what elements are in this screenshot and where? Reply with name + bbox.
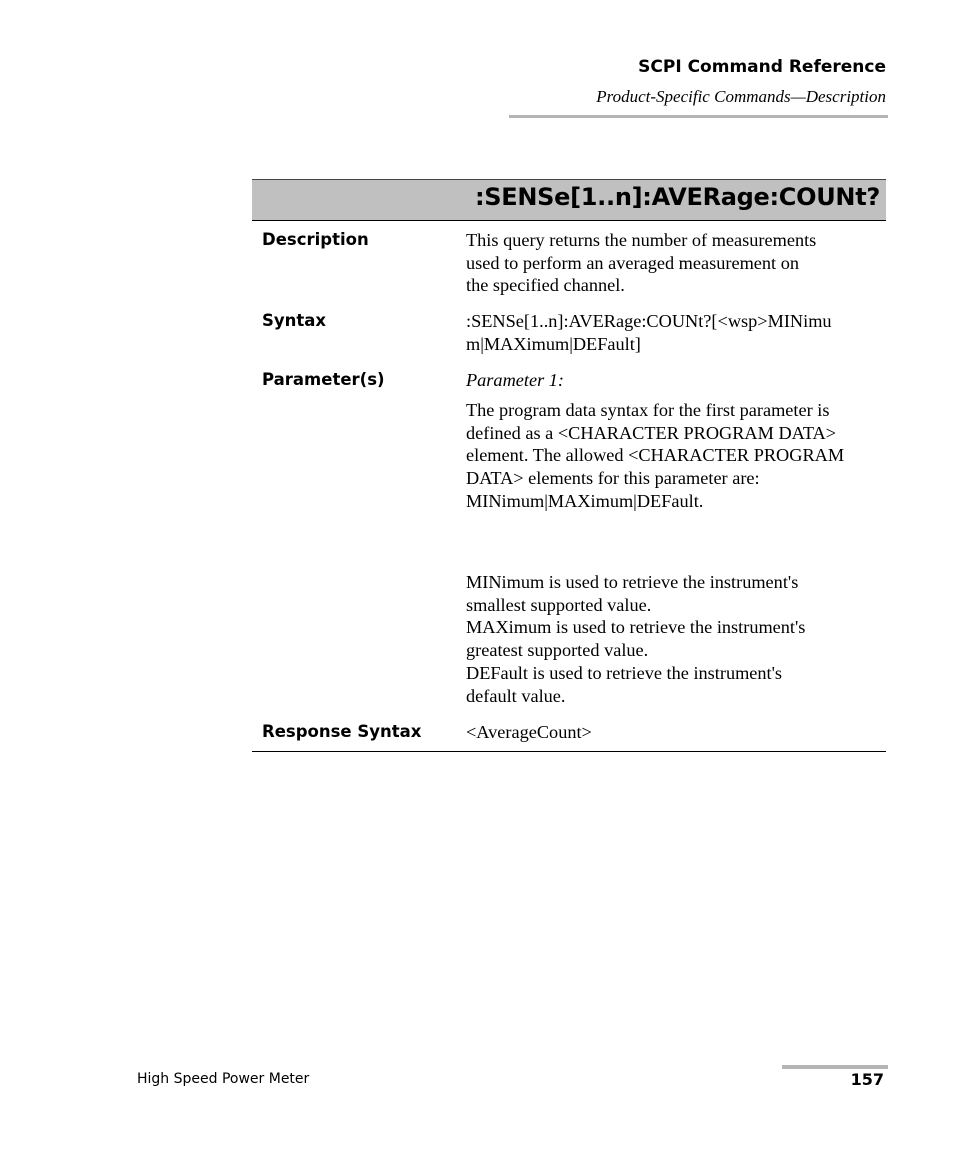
parameter-line: greatest supported value. xyxy=(466,640,649,661)
command-title: :SENSe[1..n]:AVERage:COUNt? xyxy=(474,183,880,211)
description-line: the specified channel. xyxy=(466,275,625,296)
syntax-line: m|MAXimum|DEFault] xyxy=(466,333,641,354)
parameter-line: smallest supported value. xyxy=(466,594,652,615)
parameters-heading-block xyxy=(466,369,886,392)
description-line: This query returns the number of measurements xyxy=(466,230,817,250)
command-title-bar xyxy=(252,179,886,221)
syntax-label: Syntax xyxy=(262,311,327,330)
header-rule xyxy=(509,115,888,118)
table-bottom-rule xyxy=(252,751,886,752)
footer-rule xyxy=(782,1065,888,1069)
parameter-line: default value. xyxy=(466,685,566,706)
response-syntax-label: Response Syntax xyxy=(262,722,422,741)
header-title: SCPI Command Reference xyxy=(638,57,886,77)
parameter-heading: Parameter 1: xyxy=(466,370,564,390)
page-number: 157 xyxy=(850,1070,884,1089)
parameter-line: DEFault is used to retrieve the instrument's xyxy=(466,662,783,683)
parameter-line: MAXimum is used to retrieve the instrument's xyxy=(466,617,806,638)
syntax-line: :SENSe[1..n]:AVERage:COUNt?[<wsp>MINimu xyxy=(466,311,832,331)
parameters-paragraph-2 xyxy=(466,571,886,707)
parameter-line: MINimum|MAXimum|DEFault. xyxy=(466,490,704,511)
parameter-line: defined as a <CHARACTER PROGRAM DATA> xyxy=(466,422,837,443)
response-syntax-value: <AverageCount> xyxy=(466,722,592,742)
syntax-text xyxy=(466,310,886,355)
parameter-line: MINimum is used to retrieve the instrument's xyxy=(466,572,799,592)
header-subtitle: Product-Specific Commands—Description xyxy=(596,87,886,106)
description-line: used to perform an averaged measurement on xyxy=(466,252,799,273)
parameter-line: DATA> elements for this parameter are: xyxy=(466,468,760,489)
response-syntax-text xyxy=(466,721,886,744)
parameters-paragraph-1 xyxy=(466,399,886,513)
description-label: Description xyxy=(262,230,369,249)
parameter-line: element. The allowed <CHARACTER PROGRAM xyxy=(466,445,845,466)
footer-product-name: High Speed Power Meter xyxy=(137,1071,310,1087)
parameters-label: Parameter(s) xyxy=(262,370,385,389)
description-text xyxy=(466,229,886,297)
parameter-line: The program data syntax for the first parameter is xyxy=(466,400,830,420)
